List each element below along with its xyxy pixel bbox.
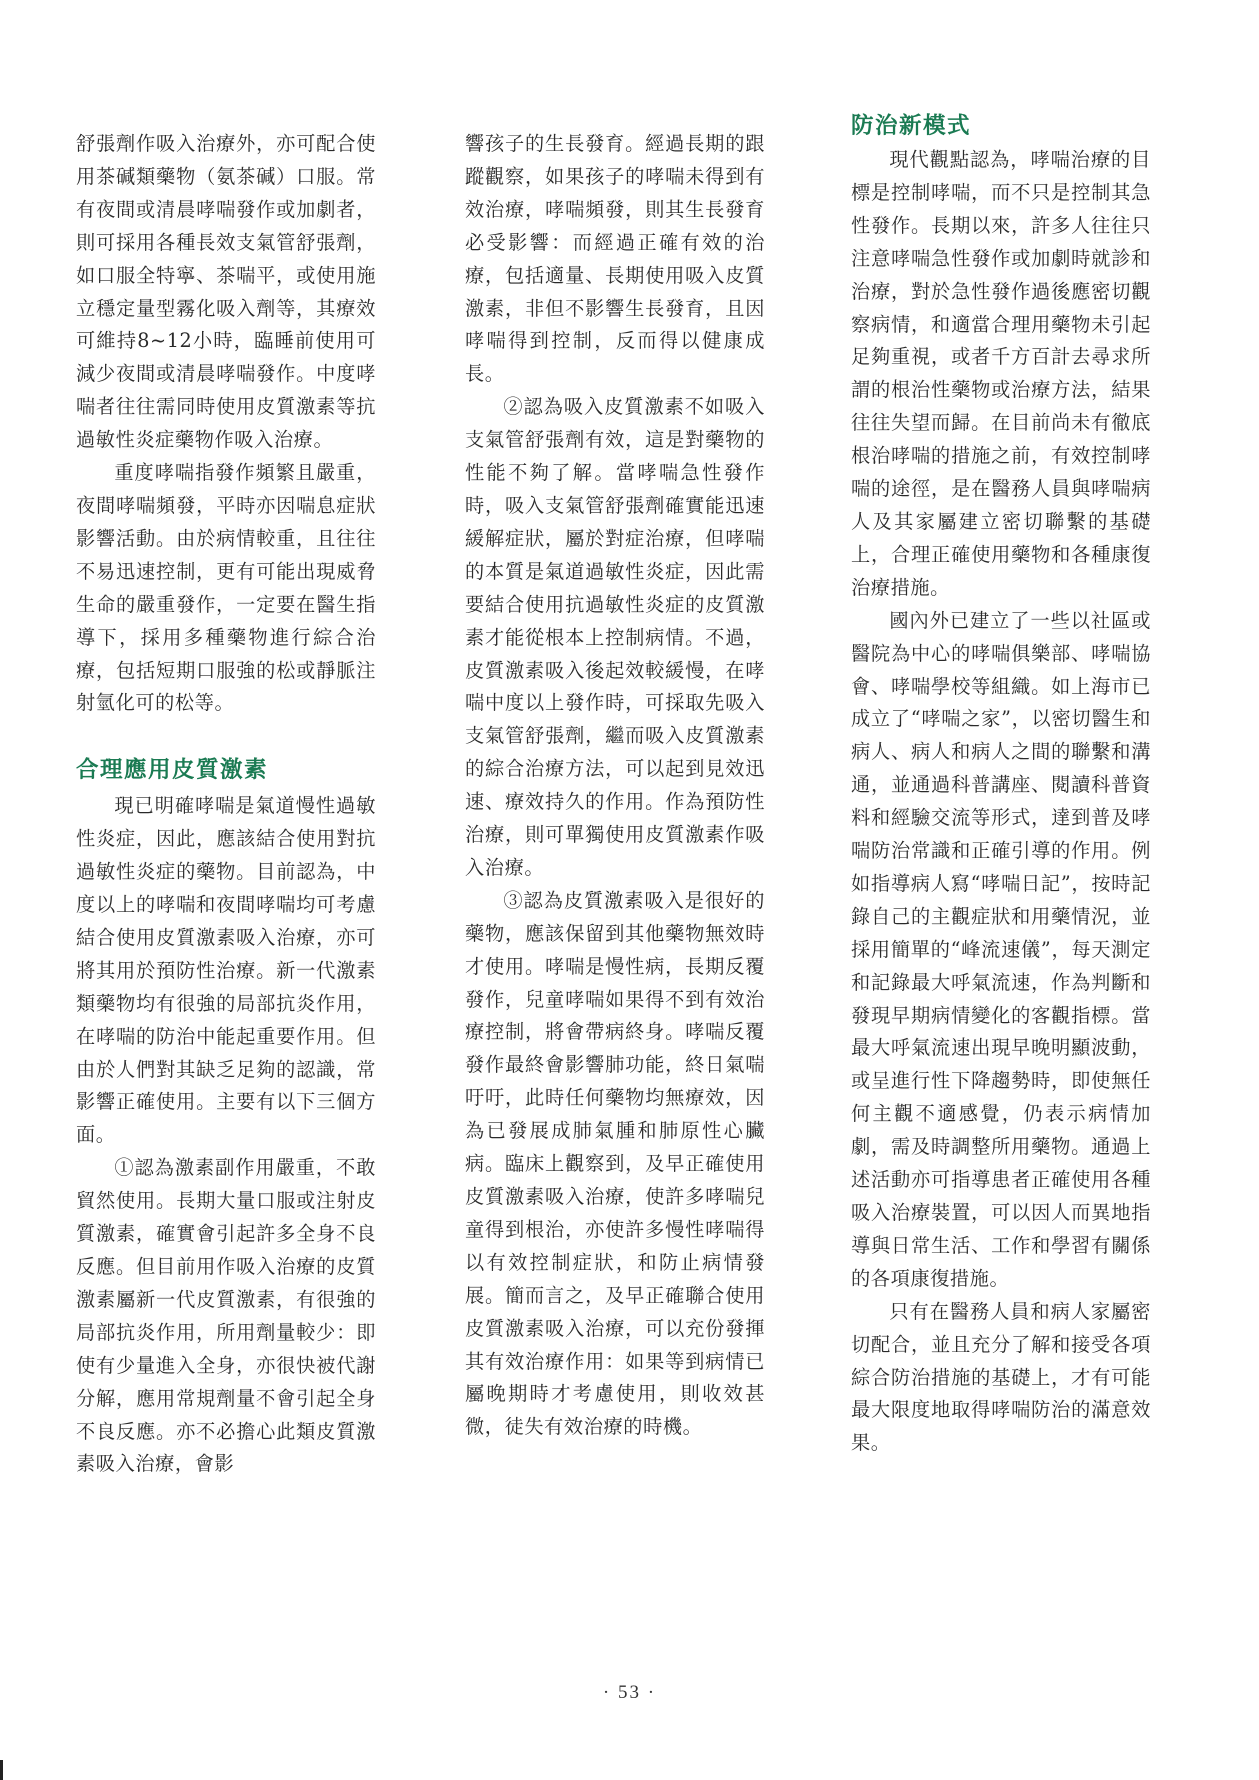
section-heading: 合理應用皮質激素 (76, 757, 269, 784)
page-number: · 53 · (602, 1682, 657, 1703)
section-heading: 防治新模式 (851, 113, 972, 139)
paragraph: ②認為吸入皮質激素不如吸入支氣管舒張劑有效，這是對藥物的性能不夠了解。當哮喘急性發作時，吸入支氣管舒張劑確實能迅速緩解症狀，屬於對症治療，但哮喘的本質是氣道過敏性炎症，因此需要結合使用抗過敏性炎症的皮質激素才能從根本上控制病情。不過，皮質激素吸入後起效較緩慢，在哮喘中度以上發作時，可採取先吸入支氣管舒張劑，繼而吸入皮質激素的綜合治療方法，可以起到見效迅速、療效持久的作用。作為預防性治療，則可單獨使用皮質激素作吸入治療。 (465, 395, 765, 879)
paragraph: ③認為皮質激素吸入是很好的藥物，應該保留到其他藥物無效時才使用。哮喘是慢性病，長期反覆發作，兒童哮喘如果得不到有效治療控制，將會帶病終身。哮喘反覆發作最終會影響肺功能，終日氣喘吁吁，此時任何藥物均無療效，因為已發展成肺氣腫和肺原性心臟病。臨床上觀察到，及早正確使用皮質激素吸入治療，使許多哮喘兒童得到根治，亦使許多慢性哮喘得以有效控制症狀，和防止病情發展。簡而言之，及早正確聯合使用皮質激素吸入治療，可以充份發揮其有效治療作用：如果等到病情已屬晚期時才考慮使用，則收效甚微，徒失有效治療的時機。 (465, 888, 765, 1439)
paragraph: 舒張劑作吸入治療外，亦可配合使用茶碱類藥物（氨茶碱）口服。常有夜間或清晨哮喘發作或加劇者，則可採用各種長效支氣管舒張劑，如口服全特寧、茶喘平，或使用施立穩定量型霧化吸入劑等，其療效可維持8~12小時，臨睡前使用可減少夜間或清晨哮喘發作。中度哮喘者往往需同時使用皮質激素等抗過敏性炎症藥物作吸入治療。 (76, 132, 376, 452)
paragraph: 響孩子的生長發育。經過長期的跟蹤觀察，如果孩子的哮喘未得到有效治療，哮喘頻發，則其生長發育必受影響：而經過正確有效的治療，包括適量、長期使用吸入皮質激素，非但不影響生長發育，且因哮喘得到控制，反而得以健康成長。 (465, 132, 765, 386)
column-3 (851, 113, 1151, 1460)
column-2 (465, 128, 765, 1444)
paragraph: 現代觀點認為，哮喘治療的目標是控制哮喘，而不只是控制其急性發作。長期以來，許多人往往只注意哮喘急性發作或加劇時就診和治療，對於急性發作過後應密切觀察病情，和適當合理用藥物未引起足夠重視，或者千方百計去尋求所謂的根治性藥物或治療方法，結果往往失望而歸。在目前尚未有徹底根治哮喘的措施之前，有效控制哮喘的途徑，是在醫務人員與哮喘病人及其家屬建立密切聯繫的基礎上，合理正確使用藥物和各種康復治療措施。 (851, 148, 1151, 599)
column-1 (76, 128, 376, 1481)
paragraph: 重度哮喘指發作頻繁且嚴重，夜間哮喘頻發，平時亦因喘息症狀影響活動。由於病情較重，且往往不易迅速控制，更有可能出現威脅生命的嚴重發作，一定要在醫生指導下，採用多種藥物進行綜合治療，包括短期口服強的松或靜脈注射氫化可的松等。 (76, 461, 376, 715)
paragraph: 現已明確哮喘是氣道慢性過敏性炎症，因此，應該結合使用對抗過敏性炎症的藥物。目前認為，中度以上的哮喘和夜間哮喘均可考慮結合使用皮質激素吸入治療，亦可將其用於預防性治療。新一代激素類藥物均有很強的局部抗炎作用，在哮喘的防治中能起重要作用。但由於人們對其缺乏足夠的認識，常影響正確使用。主要有以下三個方面。 (76, 794, 376, 1147)
paragraph: ①認為激素副作用嚴重，不敢貿然使用。長期大量口服或注射皮質激素，確實會引起許多全身不良反應。但目前用作吸入治療的皮質激素屬新一代皮質激素，有很強的局部抗炎作用，所用劑量較少：即使有少量進入全身，亦很快被代謝分解，應用常規劑量不會引起全身不良反應。亦不必擔心此類皮質激素吸入治療，會影 (76, 1156, 376, 1476)
paragraph: 國內外已建立了一些以社區或醫院為中心的哮喘俱樂部、哮喘協會、哮喘學校等組織。如上海市已成立了“哮喘之家”，以密切醫生和病人、病人和病人之間的聯繫和溝通，並通過科普講座、閱讀科普資料和經驗交流等形式，達到普及哮喘防治常識和正確引導的作用。例如指導病人寫“哮喘日記”，按時記錄自己的主觀症狀和用藥情況，並採用簡單的“峰流速儀”，每天測定和記錄最大呼氣流速，作為判斷和發現早期病情變化的客觀指標。當最大呼氣流速出現早晚明顯波動，或呈進行性下降趨勢時，即使無任何主觀不適感覺，仍表示病情加劇，需及時調整所用藥物。通過上述活動亦可指導患者正確使用各種吸入治療裝置，可以因人而異地指導與日常生活、工作和學習有關係的各項康復措施。 (851, 608, 1151, 1290)
paragraph: 只有在醫務人員和病人家屬密切配合，並且充分了解和接受各項綜合防治措施的基礎上，才有可能最大限度地取得哮喘防治的滿意效果。 (851, 1299, 1151, 1455)
scan-edge-mark (0, 1760, 3, 1780)
